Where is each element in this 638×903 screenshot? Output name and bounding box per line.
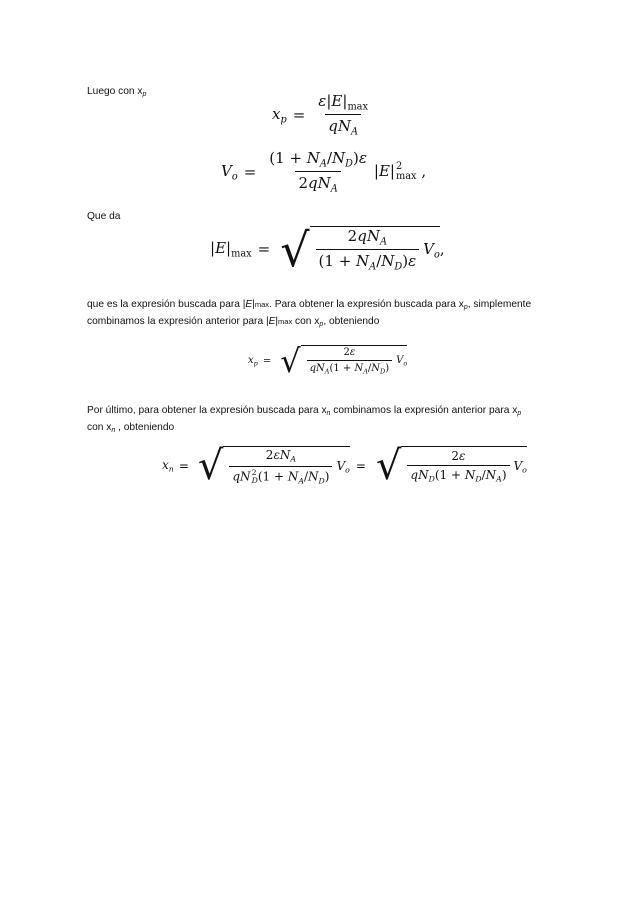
- paragraph-text: combinamos la expresión anterior para |: [87, 316, 269, 327]
- paragraph-que-da: [87, 209, 120, 224]
- subscript: p: [319, 321, 324, 328]
- paragraph-text: que es la expresión buscada para |: [87, 299, 246, 310]
- subscript: p: [517, 410, 522, 417]
- paragraph-por-ultimo: [87, 403, 567, 435]
- paragraph-text: |: [252, 299, 255, 310]
- equation-xn: $x_n$ = √ $2\varepsilon N_A$ qN 2 D $(1 + N_A/N_D)$ $V_o$ = √ $\frac{2\varepsilon}{qN_D(1 + N_D/N_A)}$ $V_o$: [162, 443, 527, 489]
- paragraph-text: , simplemente: [467, 299, 532, 310]
- paragraph-text: . Para obtener la expresión buscada para x: [269, 299, 464, 310]
- subscript: n: [326, 410, 331, 417]
- paragraph-text: Luego con x: [87, 86, 143, 97]
- subscript: p: [142, 91, 147, 98]
- equation-emax: $|E|_{max}$ = √ $\frac{2qN_A}{(1 + N_A/N_D)\varepsilon}$ $V_o$ ,: [210, 222, 445, 277]
- paragraph-text: , obteniendo: [323, 316, 380, 327]
- equation-xp-def: $x_p$ = $\frac{\varepsilon|E|_{max}}{qN_A}$: [272, 92, 368, 138]
- subscript: n: [111, 427, 116, 434]
- subscript: p: [463, 304, 468, 311]
- paragraph-text: con x: [87, 422, 112, 433]
- paragraph-text: , obteniendo: [115, 422, 175, 433]
- paragraph-text: Que da: [87, 211, 121, 222]
- equation-vo: $V_o$ = $\frac{(1 + N_A/N_D)\varepsilon}{2qN_A}$ |E| 2 max ,: [221, 149, 427, 195]
- paragraph-text: combinamos la expresión anterior para x: [330, 405, 518, 416]
- paragraph-text: Por último, para obtener la expresión buscada para x: [87, 405, 327, 416]
- paragraph-text: max: [278, 317, 293, 326]
- paragraph-text: max: [254, 300, 270, 309]
- paragraph-text: E: [268, 316, 276, 327]
- paragraph-luego: [87, 84, 146, 99]
- paragraph-text: E: [245, 299, 253, 310]
- paragraph-text: |: [275, 316, 279, 327]
- paragraph-text: con x: [292, 316, 320, 327]
- paragraph-expresion: [87, 297, 567, 329]
- equation-xp-sqrt: $x_p$ = √ $\frac{2\varepsilon}{qN_A(1 + N_A/N_D)}$ $V_o$: [248, 342, 408, 380]
